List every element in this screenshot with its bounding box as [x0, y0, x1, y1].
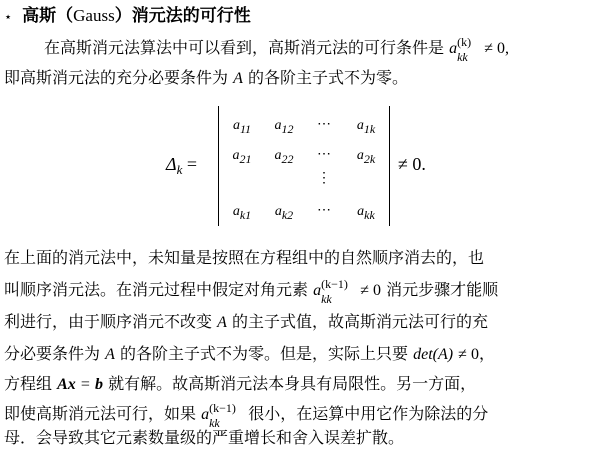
intro-sub: kk — [457, 50, 468, 64]
body-l5-c: 就有解。故高斯消元法本身具有局限性。另一方面， — [108, 374, 477, 393]
det-delta: Δ — [166, 154, 177, 174]
det-cell-a1k: a1k — [356, 118, 376, 136]
intro-sup: (k) — [457, 35, 472, 49]
body-line-7: 母．会导致其它元素数量级的严重增长和舍入误差扩散。 — [4, 428, 405, 447]
body-l6-scripts — [209, 401, 243, 430]
det-cell-ak2: ak2 — [274, 204, 294, 222]
det-eq: = — [186, 154, 198, 174]
intro-var-A: A — [233, 70, 243, 87]
det-cell-a22: a22 — [274, 148, 294, 166]
body-l3-b: 的主子式值，故高斯消元法可行的充 — [231, 312, 488, 331]
body-l5-a: 方程组 — [4, 374, 53, 393]
body-line-5 — [4, 374, 604, 395]
det-cell-ak1: ak1 — [232, 204, 252, 222]
intro-text-2a: 即高斯消元法的充分必要条件为 — [4, 68, 229, 87]
body-line-2 — [4, 277, 604, 306]
body-l2-c: 消元步骤才能顺 — [386, 280, 499, 299]
body-l5-b: b — [95, 376, 103, 393]
body-line-3 — [4, 312, 604, 333]
body-l6-b: 很小，在运算中用它作为除法的分 — [248, 404, 489, 423]
intro-scripts — [457, 35, 479, 64]
det-cell-a2k: a2k — [356, 148, 376, 166]
det-label — [166, 154, 197, 178]
body-l4-A: A — [105, 346, 115, 363]
title-prefix: 高斯（ — [22, 6, 74, 26]
section-title — [4, 2, 251, 30]
body-l2-sup: (k−1) — [321, 277, 348, 291]
title-suffix: ）消元法的可行性 — [114, 6, 251, 26]
body-l4-c: ≠ 0， — [458, 346, 495, 363]
det-cell-hdots-2: ⋯ — [317, 147, 331, 162]
body-l4-a: 分必要条件为 — [4, 344, 101, 363]
det-right-bar — [389, 106, 390, 226]
body-l4-b: 的各阶主子式不为零。但是，实际上只要 — [119, 344, 408, 363]
intro-var-a: a — [449, 40, 458, 57]
body-l2-sub: kk — [321, 292, 332, 306]
body-l5-Ax: Ax — [57, 376, 76, 393]
body-l6-a: 即使高斯消元法可行，如果 — [4, 404, 197, 423]
det-cell-hdots-1: ⋯ — [317, 117, 331, 132]
body-l6-var: a — [201, 406, 210, 423]
det-cell-a12: a12 — [274, 118, 294, 136]
det-left-bar — [218, 106, 219, 226]
body-l4-det: det(A) — [413, 346, 454, 363]
intro-line-2 — [4, 68, 604, 89]
body-l2-var: a — [313, 282, 322, 299]
det-delta-sub: k — [176, 162, 183, 177]
det-cell-hdots-4: ⋯ — [317, 203, 331, 218]
body-line-4 — [4, 344, 604, 365]
det-cell-akk: akk — [357, 204, 375, 222]
body-l6-sub: kk — [209, 416, 220, 430]
body-l2-scripts — [321, 277, 355, 306]
intro-text-2b: 的各阶主子式不为零。 — [247, 68, 408, 87]
body-l6-sup: (k−1) — [209, 401, 236, 415]
intro-text-1: 在高斯消元法算法中可以看到，高斯消元法的可行条件是 — [44, 38, 445, 57]
body-l2-a: 叫顺序消元法。在消元过程中假定对角元素 — [4, 280, 309, 299]
det-cell-a21: a21 — [232, 148, 252, 166]
det-tail: ≠ 0. — [398, 154, 426, 174]
det-cell-vdots: ⋮ — [317, 171, 331, 186]
body-l2-b: ≠ 0 — [360, 282, 381, 299]
det-cell-a11: a11 — [232, 118, 252, 136]
intro-tail: ≠ 0, — [484, 40, 509, 57]
body-l5-eq: = — [80, 376, 90, 393]
body-l3-a: 利进行，由于顺序消元不改变 — [4, 312, 213, 331]
star-bullet-icon: ⋆ — [4, 10, 13, 25]
body-line-6 — [4, 401, 604, 430]
body-l3-A: A — [217, 314, 227, 331]
title-gauss: Gauss — [73, 6, 115, 25]
intro-line-1 — [44, 35, 604, 64]
body-line-1: 在上面的消元法中，未知量是按照在方程组中的自然顺序消去的，也 — [4, 248, 485, 267]
